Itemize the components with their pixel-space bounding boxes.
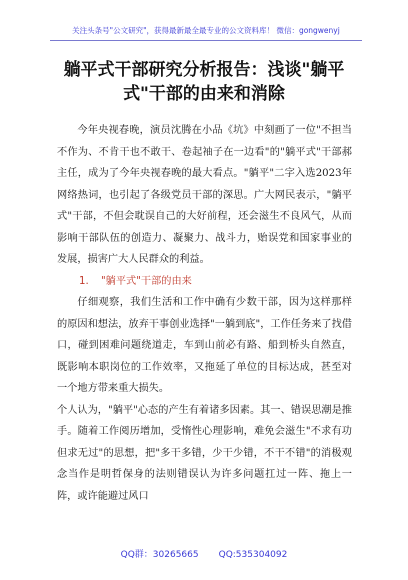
page-footer [0,547,408,560]
document-title: 躺平式干部研究分析报告：浅谈"躺平式"干部的由来和消除 [63,60,345,104]
footer-qq-group: QQ群：30265665 [120,550,199,560]
section-title: "躺平式"干部的由来 [101,275,192,287]
section-number: 1. [79,275,89,287]
footer-qq: QQ:535304092 [218,550,288,560]
paragraph: 仔细观察，我们生活和工作中确有少数干部，因为这样那样的原因和想法，放弃干事创业选择"一躺到底"，工作任务来了找借口，碰到困难问题绕道走，车到山前必有路、船到桥头自然直，既影响本职岗位的工作效率，又拖延了单位的目标达成，甚至对一个地方带来重大损失。 [57,297,352,394]
section-heading [57,271,352,293]
paragraph: 个人认为，"躺平"心态的产生有着诸多因素。其一、错误思潮是推手。随着工作阅历增加，受惰性心理影响，难免会滋生"不求有功但求无过"的思想，把"多干多错，少干少错，不干不错"的消极观念当作是明哲保身的法则错误认为许多问题扛过一阵、拖上一阵，或许能避过风口 [57,404,352,502]
page-header: 关注头条号"公文研究"，获得最新最全最专业的公文资料库！ 微信：gongwenyj [50,22,362,41]
paragraph: 今年央视春晚，演员沈腾在小品《坑》中刻画了一位"不担当不作为、不肯干也不敢干、卷起袖子在一边看"的"躺平式"干部郝主任，成为了今年央视春晚的最大看点。"躺平"二字入选2023年网络热词，也引起了各级党员干部的深思。广大网民表示，"躺平式"干部，不但会耽误自己的大好前程，还会滋生不良风气，从而影响干部队伍的创造力、凝聚力、战斗力，贻误党和国家事业的发展，损害广大人民群众的利益。 [57,125,352,265]
document-body [57,120,352,507]
